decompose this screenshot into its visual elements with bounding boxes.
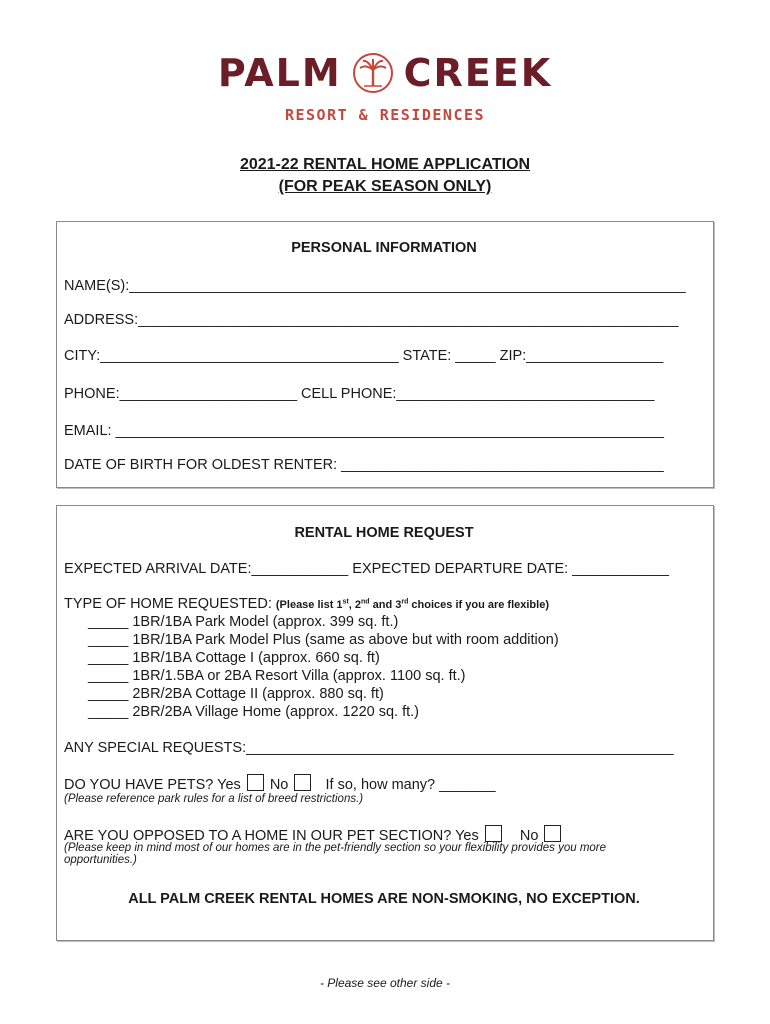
pets-question: DO YOU HAVE PETS? Yes No If so, how many? _______ — [64, 774, 496, 793]
dates-field[interactable]: EXPECTED ARRIVAL DATE:____________ EXPECTED DEPARTURE DATE: ____________ — [64, 561, 669, 577]
home-type-note: (Please list 1st, 2nd and 3rd choices if you are flexible) — [275, 598, 549, 611]
logo-word-palm: PALM — [217, 51, 342, 95]
home-option[interactable]: _____ 1BR/1BA Park Model (approx. 399 sq. ft.) — [88, 614, 399, 630]
rental-heading: RENTAL HOME REQUEST — [294, 525, 474, 541]
pets-yes-checkbox[interactable] — [247, 774, 264, 791]
logo-word-creek: CREEK — [403, 51, 553, 95]
footer-note: - Please see other side - — [319, 976, 451, 990]
logo-subtitle: RESORT & RESIDENCES — [284, 106, 486, 124]
pet-section-no-checkbox[interactable] — [544, 825, 561, 842]
palm-tree-icon — [352, 52, 394, 94]
home-option[interactable]: _____ 1BR/1BA Park Model Plus (same as above but with room addition) — [88, 632, 559, 648]
non-smoking-notice: ALL PALM CREEK RENTAL HOMES ARE NON-SMOKING, NO EXCEPTION. — [128, 891, 640, 907]
pets-no-checkbox[interactable] — [294, 774, 311, 791]
home-option[interactable]: _____ 1BR/1.5BA or 2BA Resort Villa (approx. 1100 sq. ft.) — [88, 668, 466, 684]
personal-heading: PERSONAL INFORMATION — [291, 240, 477, 256]
home-option[interactable]: _____ 2BR/2BA Cottage II (approx. 880 sq. ft) — [88, 686, 384, 702]
document-subtitle: (FOR PEAK SEASON ONLY) — [278, 178, 492, 195]
pet-section-yes-checkbox[interactable] — [485, 825, 502, 842]
city-state-zip-field[interactable]: CITY:_____________________________________ STATE: _____ ZIP:_________________ — [64, 348, 664, 364]
pets-count-field[interactable]: If so, how many? _______ — [325, 777, 496, 793]
pet-section-question: ARE YOU OPPOSED TO A HOME IN OUR PET SECTION? Yes No — [64, 825, 563, 844]
home-option[interactable]: _____ 2BR/2BA Village Home (approx. 1220 sq. ft.) — [88, 704, 420, 720]
resort-logo — [0, 50, 770, 124]
name-field[interactable]: NAME(S):_____________________________________________________________________ — [64, 278, 686, 294]
phone-field[interactable]: PHONE:______________________ CELL PHONE:________________________________ — [64, 386, 655, 402]
home-type-label: TYPE OF HOME REQUESTED: (Please list 1st, 2nd and 3rd choices if you are flexible) — [64, 596, 549, 612]
document-title: 2021-22 RENTAL HOME APPLICATION — [239, 156, 531, 173]
dob-field[interactable]: DATE OF BIRTH FOR OLDEST RENTER: ________________________________________ — [64, 457, 664, 473]
address-field[interactable]: ADDRESS:___________________________________________________________________ — [64, 312, 679, 328]
home-option[interactable]: _____ 1BR/1BA Cottage I (approx. 660 sq. ft) — [88, 650, 380, 666]
pet-section-note: (Please keep in mind most of our homes are in the pet-friendly section so your flexibility provides you more opportunities.) — [64, 842, 607, 866]
pets-note: (Please reference park rules for a list of breed restrictions.) — [64, 793, 364, 805]
email-field[interactable]: EMAIL: ____________________________________________________________________ — [64, 423, 664, 439]
special-requests-field[interactable]: ANY SPECIAL REQUESTS:_____________________________________________________ — [64, 740, 674, 756]
